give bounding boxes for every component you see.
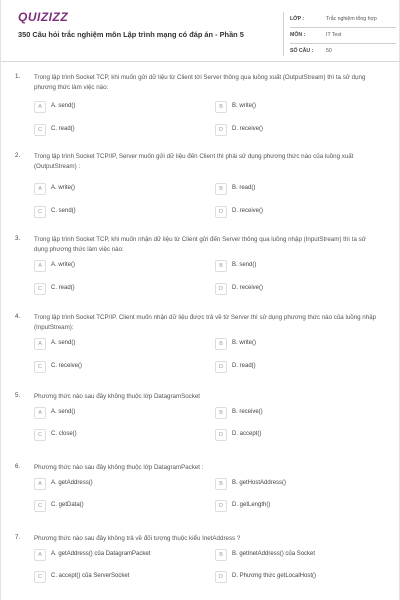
option-letter-box: C	[34, 571, 46, 583]
option-a[interactable]	[34, 478, 204, 490]
meta-value: 50	[326, 48, 332, 54]
option-letter-box: D	[215, 571, 227, 583]
option-c[interactable]	[34, 124, 204, 136]
meta-value: IT Test	[326, 32, 342, 38]
option-letter-box: A	[34, 478, 46, 490]
option-b[interactable]	[215, 183, 385, 195]
question-item	[15, 313, 387, 392]
option-c[interactable]	[34, 500, 204, 512]
option-letter-box: D	[215, 429, 227, 441]
question-number: 1.	[15, 73, 21, 80]
question-text: Phương thức nào sau đây không thuộc lớp DatagramSocket	[34, 393, 201, 400]
option-text: B. read()	[232, 185, 256, 191]
option-letter-box: D	[215, 283, 227, 295]
question-text: Phương thức nào sau đây không thuộc lớp DatagramPacket :	[34, 464, 204, 471]
option-d[interactable]	[215, 124, 385, 136]
option-d[interactable]	[215, 361, 385, 373]
document-title: 350 Câu hỏi trắc nghiệm môn Lập trình mạng có đáp án - Phần 5	[18, 30, 244, 39]
option-b[interactable]	[215, 549, 385, 561]
option-a[interactable]	[34, 549, 204, 561]
option-text: A. write()	[51, 185, 75, 191]
meta-row-class	[290, 12, 396, 28]
option-text: A. send()	[51, 103, 76, 109]
option-letter-box: A	[34, 338, 46, 350]
option-letter-box: A	[34, 101, 46, 113]
option-letter-box: C	[34, 429, 46, 441]
option-text: C. send()	[51, 208, 76, 214]
option-letter-box: D	[215, 124, 227, 136]
option-letter-box: A	[34, 260, 46, 272]
question-item	[15, 534, 387, 594]
option-c[interactable]	[34, 571, 204, 583]
question-number: 4.	[15, 313, 21, 320]
option-a[interactable]	[34, 407, 204, 419]
option-letter-box: B	[215, 338, 227, 350]
option-b[interactable]	[215, 260, 385, 272]
question-text: Trong lập trình Socket TCP, khi muốn gửi dữ liệu từ Client tới Server thông qua luồng xuất (OutputStream) thì ta sử dụng phương thức làm việc nào:	[34, 74, 366, 91]
question-item	[15, 463, 387, 534]
option-text: D. receive()	[232, 208, 264, 214]
meta-key: SỐ CÂU :	[290, 48, 314, 54]
meta-row-subject	[290, 28, 396, 44]
option-letter-box: D	[215, 206, 227, 218]
question-number: 7.	[15, 534, 21, 541]
option-letter-box: C	[34, 283, 46, 295]
option-text: C. close()	[51, 431, 77, 437]
question-text: Trong lập trình Socket TCP/IP, Server muốn gửi dữ liệu đến Client thì phải sử dụng phương thức nào của luồng xuất (OutputStream) :	[34, 153, 354, 170]
option-b[interactable]	[215, 338, 385, 350]
option-text: B. getInetAddress() của Socket	[232, 551, 316, 557]
option-letter-box: B	[215, 407, 227, 419]
meta-key: LỚP :	[290, 16, 305, 22]
option-letter-box: A	[34, 407, 46, 419]
option-d[interactable]	[215, 571, 385, 583]
meta-key: MÔN :	[290, 32, 306, 38]
option-c[interactable]	[34, 429, 204, 441]
option-letter-box: D	[215, 361, 227, 373]
option-text: C. read()	[51, 126, 75, 132]
option-text: B. send()	[232, 262, 257, 268]
question-number: 5.	[15, 392, 21, 399]
option-letter-box: A	[34, 549, 46, 561]
question-text: Trong lập trình Socket TCP, khi muốn nhận dữ liệu từ Client gửi đến Server thông qua luồng nhập (InputStream) thì ta sử dụng phương thức làm việc nào:	[34, 236, 366, 253]
option-letter-box: A	[34, 183, 46, 195]
option-text: D. accept()	[232, 431, 262, 437]
question-number: 6.	[15, 463, 21, 470]
question-item	[15, 235, 387, 313]
question-item	[15, 73, 387, 152]
option-a[interactable]	[34, 260, 204, 272]
meta-value: Trắc nghiệm tổng hợp	[326, 16, 377, 22]
option-letter-box: C	[34, 124, 46, 136]
meta-table	[290, 12, 396, 60]
option-text: B. getHostAddress()	[232, 480, 287, 486]
option-text: D. Phương thức getLocalHost()	[232, 573, 317, 579]
question-item	[15, 392, 387, 463]
meta-divider	[283, 12, 284, 56]
option-a[interactable]	[34, 101, 204, 113]
option-text: A. getAddress() của DatagramPacket	[51, 551, 151, 557]
option-text: C. receive()	[51, 363, 83, 369]
option-letter-box: B	[215, 549, 227, 561]
option-text: A. send()	[51, 340, 76, 346]
option-text: D. getLength()	[232, 502, 271, 508]
option-b[interactable]	[215, 407, 385, 419]
option-letter-box: B	[215, 478, 227, 490]
option-text: A. getAddress()	[51, 480, 93, 486]
option-d[interactable]	[215, 206, 385, 218]
option-d[interactable]	[215, 283, 385, 295]
option-a[interactable]	[34, 338, 204, 350]
option-letter-box: D	[215, 500, 227, 512]
meta-row-count	[290, 44, 396, 60]
option-letter-box: B	[215, 260, 227, 272]
question-text: Phương thức nào sau đây không trả về đối tượng thuộc kiểu InetAddress ?	[34, 535, 241, 542]
quizizz-logo: QUIZIZZ	[18, 10, 69, 24]
option-text: D. receive()	[232, 126, 264, 132]
option-text: C. getData()	[51, 502, 84, 508]
option-d[interactable]	[215, 500, 385, 512]
option-letter-box: B	[215, 101, 227, 113]
option-b[interactable]	[215, 101, 385, 113]
option-text: A. send()	[51, 409, 76, 415]
option-text: C. accept() của ServerSocket	[51, 573, 130, 579]
option-c[interactable]	[34, 361, 204, 373]
option-letter-box: B	[215, 183, 227, 195]
option-d[interactable]	[215, 429, 385, 441]
option-text: C. read()	[51, 285, 75, 291]
option-text: B. receive()	[232, 409, 263, 415]
question-number: 3.	[15, 235, 21, 242]
option-c[interactable]	[34, 206, 204, 218]
option-letter-box: C	[34, 500, 46, 512]
option-text: D. receive()	[232, 285, 264, 291]
option-text: A. write()	[51, 262, 75, 268]
option-letter-box: C	[34, 361, 46, 373]
option-a[interactable]	[34, 183, 204, 195]
question-item	[15, 152, 387, 235]
option-letter-box: C	[34, 206, 46, 218]
question-number: 2.	[15, 152, 21, 159]
option-b[interactable]	[215, 478, 385, 490]
option-text: B. write()	[232, 340, 256, 346]
question-text: Trong lập trình Socket TCP/IP. Client muốn nhận dữ liệu được trả về từ Server thì sử dụng phương thức nào của luồng nhập (InputStream):	[34, 314, 377, 331]
option-text: B. write()	[232, 103, 256, 109]
worksheet-header	[1, 0, 400, 62]
question-list	[1, 73, 400, 594]
option-c[interactable]	[34, 283, 204, 295]
option-text: D. read()	[232, 363, 256, 369]
